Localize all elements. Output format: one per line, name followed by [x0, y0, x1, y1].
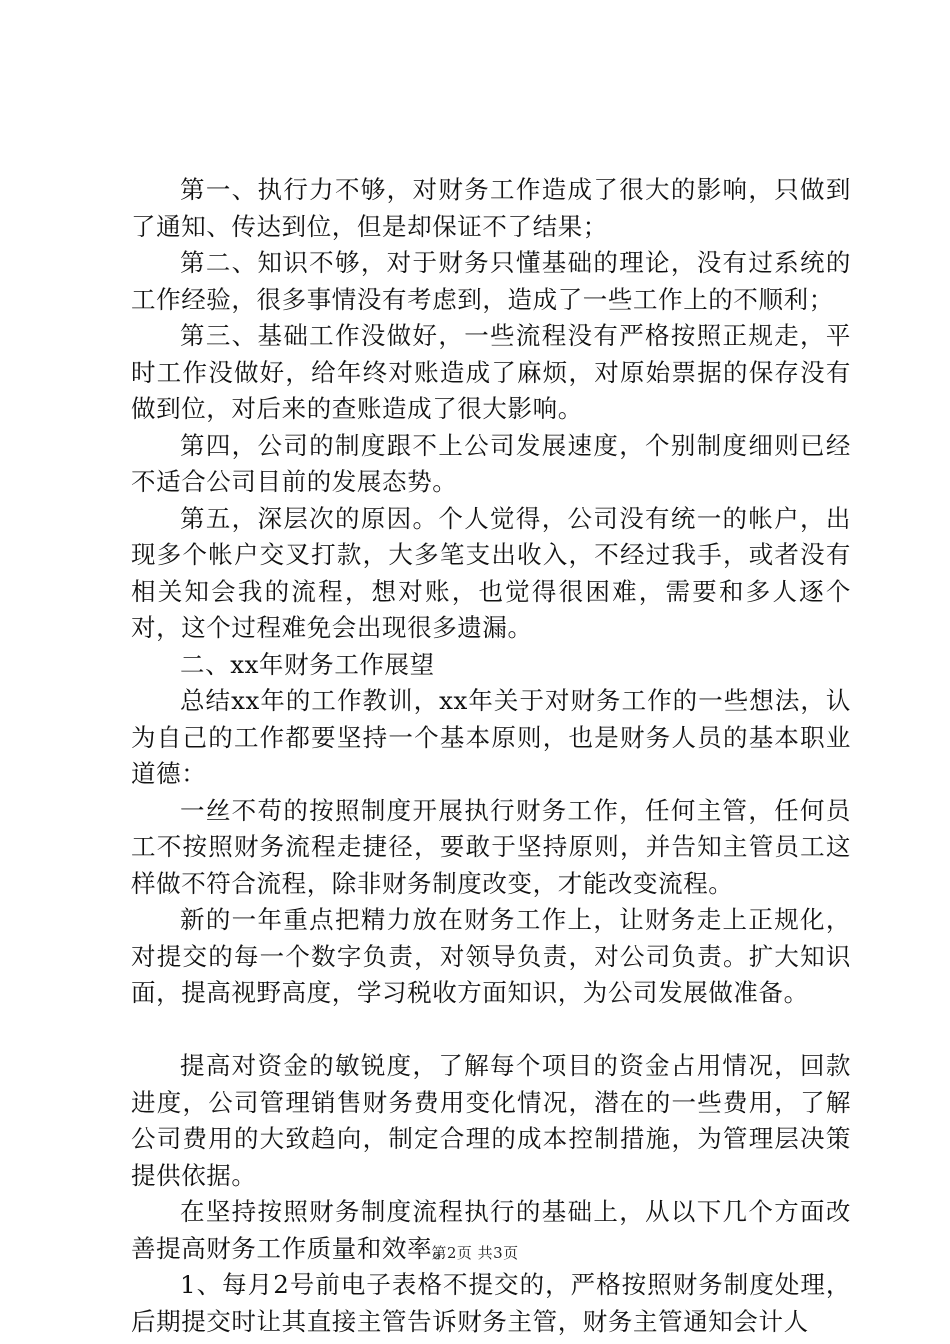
page-footer: 第2页 共3页 — [431, 1244, 519, 1262]
paragraph-execution: 第一、执行力不够，对财务工作造成了很大的影响，只做到了通知、传达到位，但是却保证不了结果； — [131, 175, 851, 241]
paragraph-system: 第四，公司的制度跟不上公司发展速度，个别制度细则已经不适合公司目前的发展态势。 — [131, 430, 851, 496]
paragraph-focus: 新的一年重点把精力放在财务工作上，让财务走上正规化，对提交的每一个数字负责，对领导负责，对公司负责。扩大知识面，提高视野高度，学习税收方面知识，为公司发展做准备。 — [131, 905, 851, 1007]
paragraph-principle: 一丝不苟的按照制度开展执行财务工作，任何主管，任何员工不按照财务流程走捷径，要敢于坚持原则，并告知主管员工这样做不符合流程，除非财务制度改变，才能改变流程。 — [131, 795, 851, 898]
paragraph-knowledge: 第二、知识不够，对于财务只懂基础的理论，没有过系统的工作经验，很多事情没有考虑到，造成了一些工作上的不顺利； — [131, 248, 851, 314]
paragraph-deep-reason: 第五，深层次的原因。个人觉得，公司没有统一的帐户，出现多个帐户交叉打款，大多笔支出收入，不经过我手，或者没有相关知会我的流程，想对账，也觉得很困难，需要和多人逐个对，这个过程难免会出现很多遗漏。 — [131, 503, 851, 642]
document-body — [131, 172, 851, 1340]
paragraph-funds: 提高对资金的敏锐度，了解每个项目的资金占用情况，回款进度，公司管理销售财务费用变化情况，潜在的一些费用，了解公司费用的大致趋向，制定合理的成本控制措施，为管理层决策提供依据。 — [131, 1051, 851, 1190]
paragraph-basic-work: 第三、基础工作没做好，一些流程没有严格按照正规走，平时工作没做好，给年终对账造成了麻烦，对原始票据的保存没有做到位，对后来的查账造成了很大影响。 — [131, 321, 851, 423]
section-heading: 二、xx年财务工作展望 — [180, 649, 435, 679]
list-item-1: 1、每月2号前电子表格不提交的，严格按照财务制度处理，后期提交时让其直接主管告诉财务主管，财务主管通知会计人 — [131, 1270, 851, 1336]
paragraph-summary: 总结xx年的工作教训，xx年关于对财务工作的一些想法，认为自己的工作都要坚持一个基本原则，也是财务人员的基本职业道德： — [131, 686, 851, 788]
paragraph-improve: 在坚持按照财务制度流程执行的基础上，从以下几个方面改善提高财务工作质量和效率。 — [131, 1197, 851, 1263]
